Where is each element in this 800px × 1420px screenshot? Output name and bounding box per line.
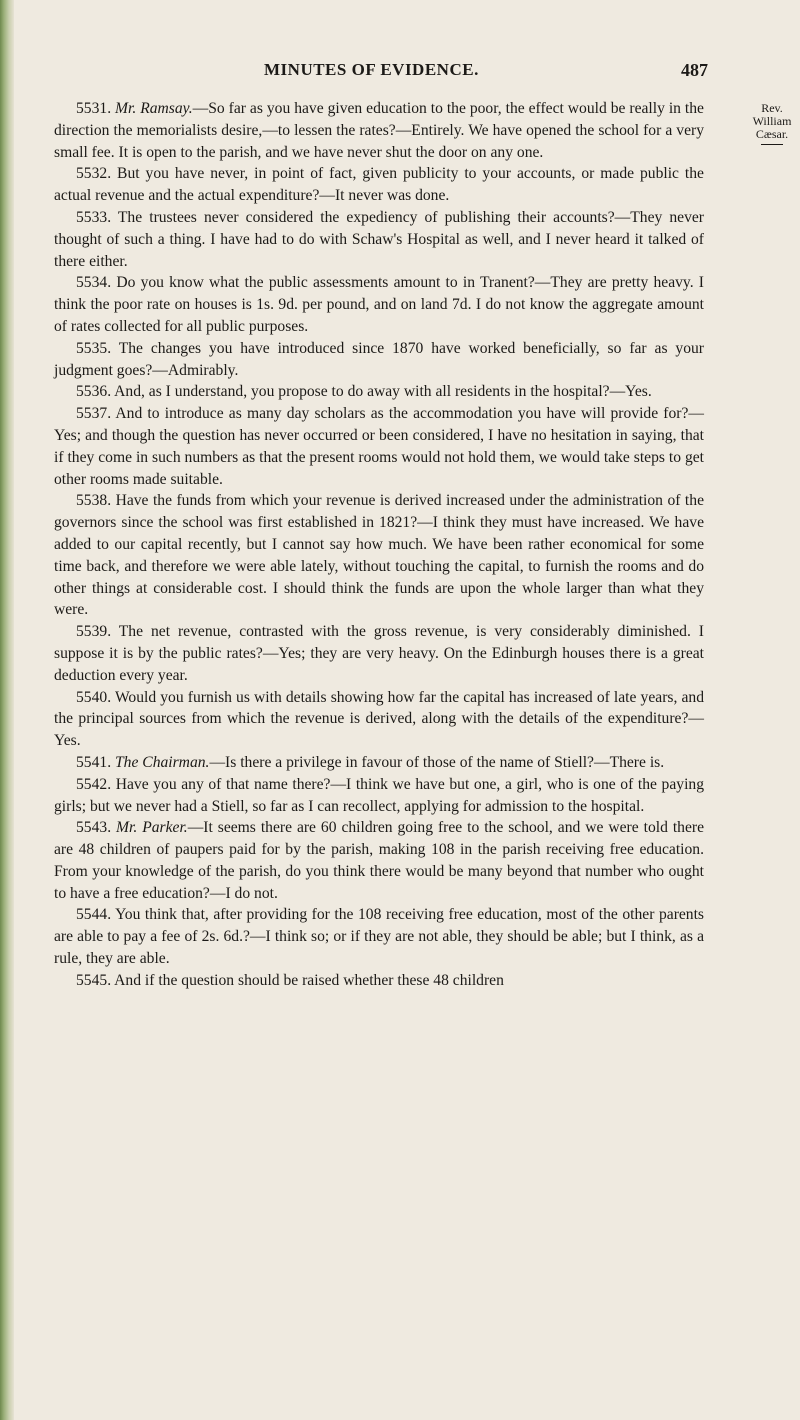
speaker-name: The Chairman. — [115, 753, 210, 771]
evidence-paragraph — [54, 752, 704, 774]
paragraph-text: Have the funds from which your revenue is derived increased under the administration of the governors since the school was first established in 1821?—I think they must have increased. We have added to our capital recently, but I cannot say how much. We have been rather economical for some time back, and therefore we were able lately, without touching the capital, to furnish the rooms and do other things at considerable cost. I should think the funds are upon the whole larger than what they were. — [54, 492, 704, 619]
question-number: 5541. — [76, 753, 112, 771]
page-header — [44, 60, 748, 84]
evidence-paragraph — [54, 490, 704, 621]
question-number: 5535. — [76, 339, 112, 357]
paragraph-text: The net revenue, contrasted with the gross revenue, is very considerably diminished. I suppose it is by the public rates?—Yes; they are very heavy. On the Edinburgh houses there is a great deduction every year. — [54, 623, 704, 684]
question-number: 5545. — [76, 971, 112, 989]
question-number: 5537. — [76, 405, 112, 423]
evidence-paragraph — [54, 904, 704, 969]
evidence-paragraph — [54, 163, 704, 207]
document-page — [44, 44, 792, 1384]
question-number: 5536. — [76, 383, 112, 401]
evidence-paragraph — [54, 403, 704, 490]
paragraph-text: —It seems there are 60 children going free to the school, and we were told there are 48 children of paupers paid for by the parish, making 108 in the parish receiving free education. From your knowledge of the parish, do you think there would be many beyond that number who ought to have a free education?—I do not. — [54, 819, 704, 902]
witness-margin-note — [748, 102, 796, 145]
evidence-paragraph — [54, 98, 704, 163]
evidence-paragraph — [54, 970, 704, 992]
paragraph-text: You think that, after providing for the 108 receiving free education, most of the other parents are able to pay a fee of 2s. 6d.?—I think so; or if they are not able, they should be able; but I think, as a rule, they are able. — [54, 906, 705, 968]
question-number: 5531. — [76, 100, 112, 117]
paragraph-text: But you have never, in point of fact, given publicity to your accounts, or made public the actual revenue and the actual expenditure?—It never was done. — [54, 165, 704, 205]
evidence-paragraph — [54, 621, 704, 686]
speaker-name: Mr. Parker. — [116, 819, 188, 837]
question-number: 5542. — [76, 775, 112, 793]
paragraph-text: And to introduce as many day scholars as the accommodation you have will provide for?—Yes; and though the question has never occurred or been considered, I have no hesitation in saying, that if they come in such numbers as that the present rooms would not hold them, we would take steps to get other rooms made suitable. — [54, 405, 704, 488]
book-binding-edge — [0, 0, 14, 1420]
evidence-paragraph — [54, 774, 704, 818]
paragraph-text: The changes you have introduced since 1870 have worked beneficially, so far as your judgment goes?—Admirably. — [54, 339, 704, 379]
page-number: 487 — [681, 60, 708, 80]
paragraph-text: Would you furnish us with details showing how far the capital has increased of late years, and the principal sources from which the revenue is derived, along with the details of the expenditure?—Yes. — [54, 688, 704, 750]
question-number: 5544. — [76, 906, 112, 924]
margin-note-line: William — [752, 114, 792, 128]
running-head: MINUTES OF EVIDENCE. — [264, 60, 479, 79]
paragraph-text: —Is there a privilege in favour of those of the name of Stiell?—There is. — [209, 753, 665, 771]
paragraph-text: —So far as you have given education to the poor, the effect would be really in the direction the memorialists desire,—to lessen the rates?—Entirely. We have opened the school for a very small fee. It is open to the parish, and we have never shut the door on any one. — [54, 100, 704, 161]
evidence-paragraph — [54, 207, 704, 272]
question-number: 5538. — [76, 492, 112, 510]
evidence-paragraph — [54, 817, 704, 904]
paragraph-text: The trustees never considered the expediency of publishing their accounts?—They never thought of such a thing. I have had to do with Schaw's Hospital as well, and I never heard it talked of there either. — [54, 208, 704, 270]
paragraph-text: Have you any of that name there?—I think we have but one, a girl, who is one of the paying girls; but we never had a Stiell, so far as I can recollect, applying for admission to the hospital. — [54, 775, 704, 815]
question-number: 5532. — [76, 165, 112, 183]
paragraph-text: Do you know what the public assessments amount to in Tranent?—They are pretty heavy. I think the poor rate on houses is 1s. 9d. per pound, and on land 7d. I do not know the aggregate amount of rates collected for all public purposes. — [54, 274, 704, 335]
question-number: 5533. — [76, 208, 112, 226]
margin-note-rule — [761, 144, 783, 145]
evidence-paragraph — [54, 272, 704, 337]
evidence-paragraph — [54, 381, 704, 403]
paragraph-text: And, as I understand, you propose to do away with all residents in the hospital?—Yes. — [114, 383, 652, 401]
question-number: 5534. — [76, 274, 112, 292]
question-number: 5539. — [76, 623, 112, 641]
evidence-paragraph — [54, 338, 704, 382]
paragraph-text: And if the question should be raised whether these 48 children — [114, 971, 504, 989]
question-number: 5543. — [76, 819, 112, 837]
margin-note-line: Cæsar. — [755, 127, 789, 141]
speaker-name: Mr. Ramsay. — [115, 100, 193, 117]
evidence-paragraph — [54, 687, 704, 752]
question-number: 5540. — [76, 688, 112, 706]
evidence-body — [54, 98, 704, 992]
margin-note-line: Rev. — [761, 101, 783, 115]
